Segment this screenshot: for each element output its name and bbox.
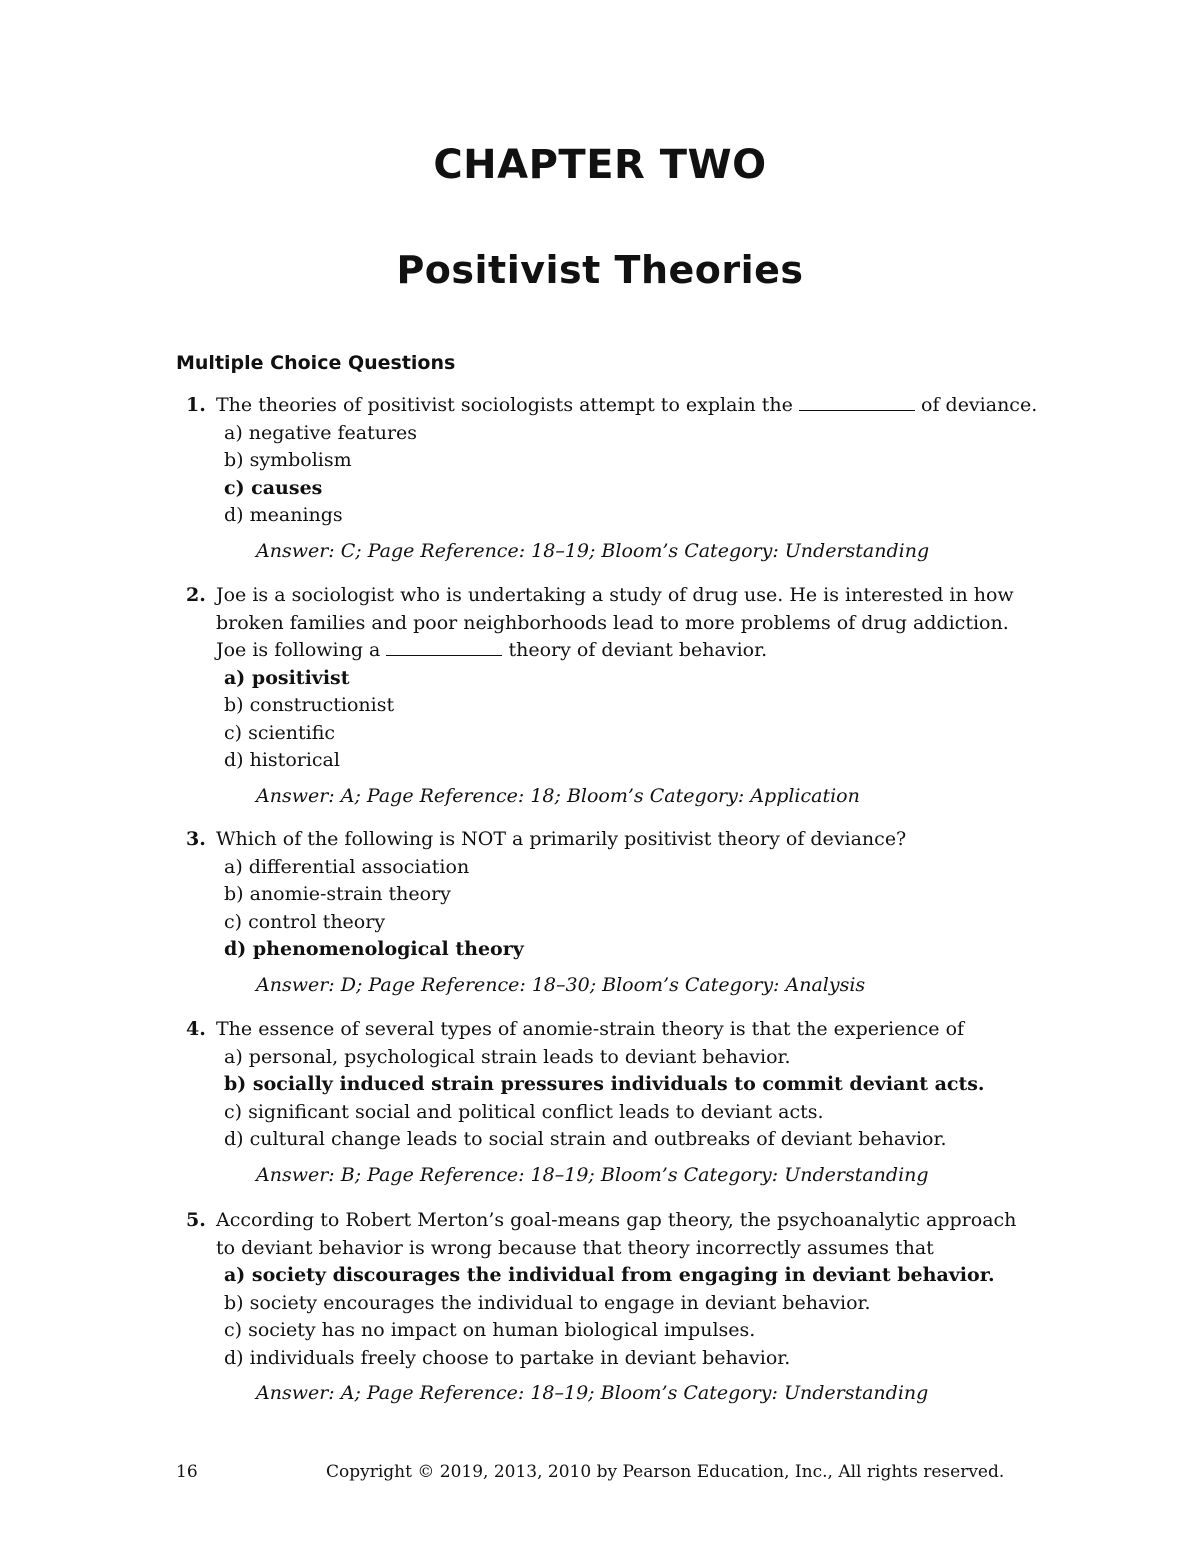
option-c: c) control theory: [224, 910, 386, 933]
option-c: c) society has no impact on human biological impulses.: [224, 1319, 756, 1341]
option-d-correct: d) phenomenological theory: [224, 938, 524, 960]
copyright-notice: Copyright © 2019, 2013, 2010 by Pearson Education, Inc., All rights reserved.: [326, 1462, 1005, 1482]
option-a: a) negative features: [224, 421, 418, 444]
option-a: a) personal, psychological strain leads to deviant behavior.: [224, 1045, 791, 1068]
question-1: [186, 392, 1086, 565]
answer-key: Answer: C; Page Reference: 18–19; Bloom’s Category: Understanding: [256, 539, 930, 562]
question-5: [186, 1207, 1086, 1408]
option-d: d) historical: [224, 749, 340, 771]
question-number: 5.: [186, 1209, 206, 1231]
option-b: b) symbolism: [224, 449, 352, 471]
section-heading: Multiple Choice Questions: [176, 352, 456, 374]
question-stem: Which of the following is NOT a primarily positivist theory of deviance?: [216, 828, 907, 850]
question-stem: According to Robert Merton’s goal-means gap theory, the psychoanalytic approach to deviant behavior is wrong because that theory incorrectly assumes that: [216, 1209, 1017, 1259]
option-b: b) society encourages the individual to engage in deviant behavior.: [224, 1291, 871, 1314]
option-c: c) significant social and political conflict leads to deviant acts.: [224, 1100, 824, 1123]
option-a: a) differential association: [224, 855, 470, 878]
question-stem: The essence of several types of anomie-strain theory is that the experience of: [216, 1018, 965, 1040]
question-number: 4.: [186, 1018, 206, 1040]
question-3: [186, 826, 1086, 999]
answer-key: Answer: D; Page Reference: 18–30; Bloom’s Category: Analysis: [256, 973, 866, 996]
option-b-correct: b) socially induced strain pressures individuals to commit deviant acts.: [224, 1073, 985, 1095]
option-b: b) anomie-strain theory: [224, 883, 451, 905]
answer-key: Answer: B; Page Reference: 18–19; Bloom’s Category: Understanding: [256, 1163, 929, 1186]
question-4: [186, 1016, 1086, 1189]
option-a-correct: a) positivist: [224, 666, 350, 689]
option-d: d) meanings: [224, 504, 343, 526]
question-stem: Joe is a sociologist who is undertaking a study of drug use. He is interested in how broken families and poor neighborhoods lead to more problems of drug addiction. Joe is following a theory of deviant behavior.: [216, 584, 1014, 661]
option-c: c) scientific: [224, 721, 336, 744]
option-a-correct: a) society discourages the individual from engaging in deviant behavior.: [224, 1264, 995, 1286]
question-2: [186, 582, 1086, 810]
answer-blank: [799, 393, 915, 411]
question-number: 2.: [186, 584, 206, 606]
question-number: 1.: [186, 394, 206, 416]
question-number: 3.: [186, 828, 206, 850]
page-number: 16: [176, 1462, 198, 1482]
option-b: b) constructionist: [224, 694, 395, 716]
chapter-subtitle: Positivist Theories: [396, 248, 804, 292]
option-d: d) cultural change leads to social strain and outbreaks of deviant behavior.: [224, 1128, 947, 1150]
question-stem: The theories of positivist sociologists attempt to explain the of deviance.: [216, 394, 1038, 416]
option-c-correct: c) causes: [224, 476, 323, 499]
answer-blank: [386, 638, 502, 656]
answer-key: Answer: A; Page Reference: 18–19; Bloom’s Category: Understanding: [256, 1382, 929, 1404]
option-d: d) individuals freely choose to partake in deviant behavior.: [224, 1346, 791, 1369]
chapter-title: CHAPTER TWO: [433, 142, 767, 188]
answer-key: Answer: A; Page Reference: 18; Bloom’s Category: Application: [256, 784, 860, 807]
